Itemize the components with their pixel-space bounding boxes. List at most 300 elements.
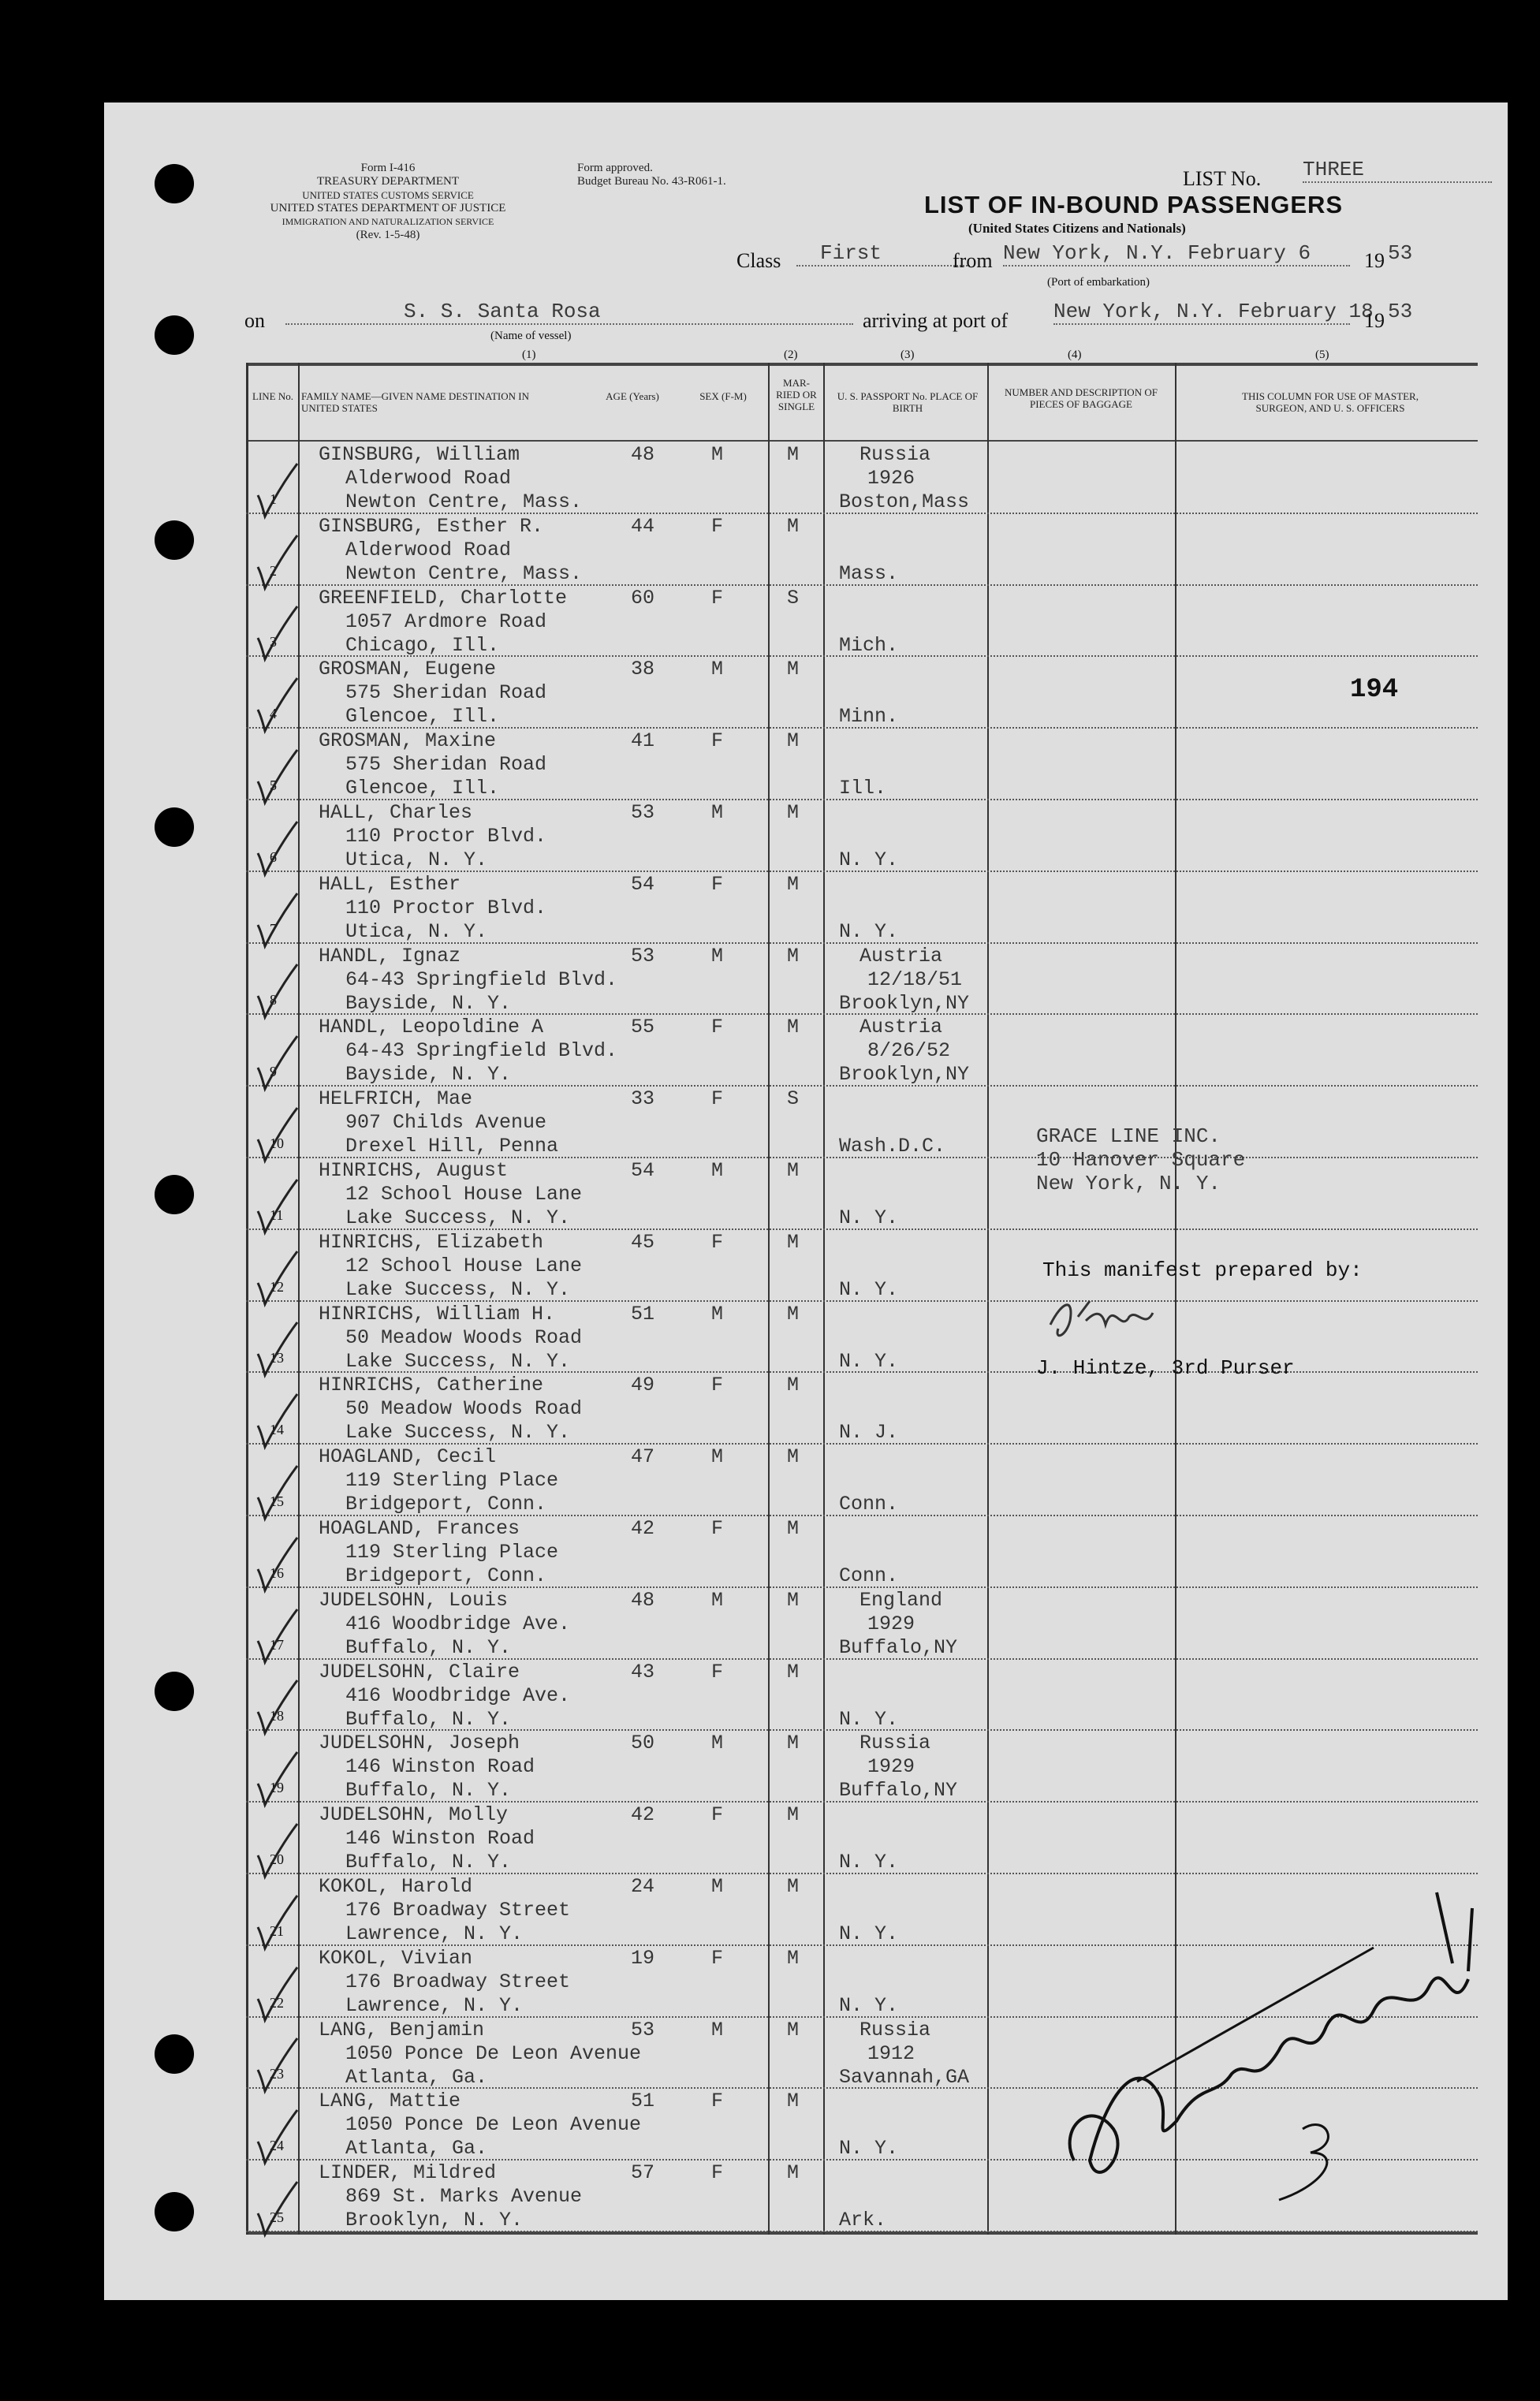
- passenger-age: 48: [631, 1588, 655, 1612]
- arriving-label: arriving at port of: [863, 309, 1009, 332]
- passenger-address: 416 Woodbridge Ave.: [345, 1683, 571, 1707]
- passenger-marital-status: M: [787, 1588, 800, 1612]
- passenger-city: Newton Centre, Mass.: [345, 561, 583, 585]
- check-mark: [254, 531, 301, 595]
- passenger-address: 176 Broadway Street: [345, 1899, 571, 1922]
- check-mark: [254, 1748, 301, 1811]
- passenger-marital-status: M: [787, 2161, 800, 2185]
- col-num-2: (2): [784, 349, 798, 361]
- passenger-birthplace: N. Y.: [839, 1277, 899, 1301]
- passenger-sex: M: [711, 658, 724, 681]
- passenger-address: 907 Childs Avenue: [345, 1111, 547, 1135]
- line-number: 18: [270, 1708, 284, 1724]
- check-mark: [254, 2178, 301, 2241]
- passenger-city: Lawrence, N. Y.: [345, 1922, 524, 1945]
- passenger-name: HANDL, Leopoldine A: [319, 1016, 544, 1039]
- check-mark: [254, 674, 301, 737]
- passenger-sex: F: [711, 729, 724, 753]
- passenger-city: Buffalo, N. Y.: [345, 1635, 512, 1659]
- line-number: 14: [270, 1422, 284, 1438]
- line-number: 2: [270, 562, 277, 579]
- passenger-address: 64-43 Springfield Blvd.: [345, 1039, 618, 1063]
- passenger-birthplace: Buffalo,NY: [839, 1635, 958, 1659]
- check-mark: [254, 1963, 301, 2026]
- passenger-sex: M: [711, 1159, 724, 1182]
- passenger-address: 1050 Ponce De Leon Avenue: [345, 2041, 642, 2065]
- passenger-city: Glencoe, Ill.: [345, 705, 500, 729]
- passenger-name: HELFRICH, Mae: [319, 1087, 473, 1111]
- table-row: [104, 1445, 1508, 1517]
- embark-caption: (Port of embarkation): [1047, 276, 1150, 289]
- line-number: 6: [270, 848, 277, 865]
- punch-hole: [155, 164, 194, 203]
- passenger-marital-status: M: [787, 1732, 800, 1755]
- check-mark: [254, 1534, 301, 1597]
- passenger-birthplace: N. Y.: [839, 1707, 899, 1731]
- passenger-name: HINRICHS, August: [319, 1159, 509, 1182]
- table-row: [104, 1661, 1508, 1732]
- passenger-birthplace: Conn.: [839, 1564, 899, 1587]
- company-city: New York, N. Y.: [1036, 1172, 1221, 1195]
- passenger-name: JUDELSOHN, Molly: [319, 1803, 509, 1827]
- passenger-sex: M: [711, 801, 724, 824]
- passenger-city: Buffalo, N. Y.: [345, 1779, 512, 1803]
- purser-signature: [1042, 1285, 1200, 1348]
- passenger-city: Chicago, Ill.: [345, 633, 500, 657]
- passenger-birthplace: N. Y.: [839, 1993, 899, 2017]
- passenger-address: 176 Broadway Street: [345, 1970, 571, 1993]
- form-revision: (Rev. 1-5-48): [356, 229, 420, 241]
- passenger-name: JUDELSOHN, Louis: [319, 1588, 509, 1612]
- check-mark: [254, 1605, 301, 1668]
- check-mark: [254, 1032, 301, 1095]
- passenger-name: JUDELSOHN, Claire: [319, 1660, 520, 1683]
- passenger-address: 575 Sheridan Road: [345, 681, 547, 705]
- passenger-name: HOAGLAND, Frances: [319, 1517, 520, 1540]
- passenger-sex: M: [711, 2018, 724, 2041]
- passenger-birthplace: Mass.: [839, 561, 899, 585]
- arrival-year: 53: [1388, 300, 1413, 323]
- arrival-year-prefix: 19: [1364, 309, 1385, 332]
- class-label: Class: [736, 249, 781, 272]
- passenger-marital-status: M: [787, 1016, 800, 1039]
- passenger-age: 49: [631, 1374, 655, 1397]
- line-number: 25: [270, 2209, 284, 2225]
- passenger-passport-line1: England: [859, 1588, 943, 1612]
- passenger-passport-line2: 8/26/52: [867, 1039, 951, 1063]
- table-row: [104, 1159, 1508, 1231]
- passenger-age: 41: [631, 729, 655, 753]
- col-head-line: LINE No.: [252, 390, 293, 402]
- passenger-address: 12 School House Lane: [345, 1183, 583, 1206]
- check-mark: [254, 1318, 301, 1381]
- list-no-label: LIST No.: [1183, 167, 1262, 190]
- page-subtitle: (United States Citizens and Nationals): [968, 221, 1186, 236]
- passenger-name: GINSBURG, Esther R.: [319, 514, 544, 538]
- line-number: 23: [270, 2066, 284, 2082]
- passenger-address: Alderwood Road: [345, 467, 512, 490]
- passenger-city: Atlanta, Ga.: [345, 2137, 488, 2161]
- passenger-city: Glencoe, Ill.: [345, 777, 500, 800]
- table-row: [104, 1374, 1508, 1445]
- passenger-name: GINSBURG, William: [319, 443, 520, 466]
- table-row: [104, 945, 1508, 1016]
- passenger-city: Lake Success, N. Y.: [345, 1206, 571, 1229]
- vessel-caption: (Name of vessel): [490, 330, 572, 342]
- passenger-sex: F: [711, 586, 724, 610]
- passenger-city: Lake Success, N. Y.: [345, 1421, 571, 1445]
- passenger-marital-status: M: [787, 1517, 800, 1540]
- passenger-marital-status: M: [787, 514, 800, 538]
- passenger-marital-status: M: [787, 1302, 800, 1325]
- passenger-age: 38: [631, 658, 655, 681]
- line-number: 22: [270, 1994, 284, 2011]
- line-number: 10: [270, 1135, 284, 1151]
- passenger-sex: M: [711, 944, 724, 967]
- passenger-city: Buffalo, N. Y.: [345, 1707, 512, 1731]
- passenger-sex: M: [711, 1445, 724, 1469]
- passenger-city: Lake Success, N. Y.: [345, 1349, 571, 1373]
- from-value: New York, N.Y. February 6: [1003, 241, 1350, 267]
- line-number: 11: [270, 1206, 284, 1223]
- passenger-passport-line2: 1926: [867, 467, 915, 490]
- line-number: 7: [270, 920, 277, 937]
- passenger-sex: F: [711, 1087, 724, 1111]
- passenger-name: HALL, Esther: [319, 872, 461, 896]
- table-row: [104, 443, 1508, 515]
- table-row: [104, 1087, 1508, 1159]
- purser-name: J. Hintze, 3rd Purser: [1036, 1356, 1295, 1380]
- passenger-birthplace: Brooklyn,NY: [839, 1063, 970, 1087]
- passenger-birthplace: N. Y.: [839, 919, 899, 943]
- passenger-birthplace: Ill.: [839, 777, 887, 800]
- passenger-marital-status: S: [787, 1087, 800, 1111]
- line-number: 9: [270, 1064, 277, 1080]
- check-mark: [254, 1820, 301, 1883]
- passenger-address: 50 Meadow Woods Road: [345, 1397, 583, 1421]
- passenger-passport-line2: 1929: [867, 1755, 915, 1779]
- line-number: 5: [270, 777, 277, 793]
- passenger-marital-status: M: [787, 1374, 800, 1397]
- passenger-city: Bridgeport, Conn.: [345, 1493, 547, 1516]
- table-row: [104, 1517, 1508, 1589]
- passenger-sex: M: [711, 1588, 724, 1612]
- form-header-block: [222, 162, 554, 242]
- arrival-value: New York, N.Y. February 18: [1053, 300, 1374, 323]
- passenger-address: 119 Sterling Place: [345, 1469, 559, 1493]
- line-number: 13: [270, 1350, 284, 1366]
- passenger-age: 19: [631, 1946, 655, 1970]
- prepared-by-label: This manifest prepared by:: [1042, 1258, 1363, 1282]
- budget-bureau: Budget Bureau No. 43-R061-1.: [577, 175, 726, 188]
- passenger-address: 575 Sheridan Road: [345, 753, 547, 777]
- passenger-sex: F: [711, 1016, 724, 1039]
- passenger-age: 51: [631, 1302, 655, 1325]
- punch-hole: [155, 2034, 194, 2074]
- table-row: [104, 1303, 1508, 1374]
- passenger-name: KOKOL, Vivian: [319, 1946, 473, 1970]
- line-number: 12: [270, 1278, 284, 1295]
- passenger-sex: F: [711, 1230, 724, 1254]
- passenger-age: 50: [631, 1732, 655, 1755]
- table-row: [104, 1589, 1508, 1661]
- passenger-age: 42: [631, 1517, 655, 1540]
- check-mark: [254, 1390, 301, 1453]
- passenger-city: Buffalo, N. Y.: [345, 1851, 512, 1874]
- passenger-sex: F: [711, 2161, 724, 2185]
- passenger-city: Newton Centre, Mass.: [345, 490, 583, 513]
- passenger-city: Utica, N. Y.: [345, 919, 488, 943]
- passenger-birthplace: N. J.: [839, 1421, 899, 1445]
- punch-hole: [155, 520, 194, 560]
- line-number: 20: [270, 1851, 284, 1867]
- vessel-name: S. S. Santa Rosa: [285, 300, 853, 325]
- passenger-birthplace: Conn.: [839, 1493, 899, 1516]
- check-mark: [254, 2106, 301, 2169]
- check-mark: [254, 1892, 301, 1955]
- punch-hole: [155, 1175, 194, 1214]
- passenger-passport-line2: 1929: [867, 1612, 915, 1635]
- passenger-name: GREENFIELD, Charlotte: [319, 586, 568, 610]
- passenger-name: HINRICHS, Catherine: [319, 1374, 544, 1397]
- table-row: [104, 658, 1508, 729]
- line-number: 19: [270, 1780, 284, 1796]
- passenger-age: 54: [631, 1159, 655, 1182]
- line-number: 3: [270, 634, 277, 651]
- passenger-marital-status: M: [787, 1159, 800, 1182]
- check-mark: [254, 2034, 301, 2097]
- table-row: [104, 1732, 1508, 1803]
- passenger-city: Atlanta, Ga.: [345, 2065, 488, 2089]
- check-mark: [254, 1247, 301, 1310]
- line-number: 16: [270, 1564, 284, 1581]
- passenger-address: 146 Winston Road: [345, 1755, 535, 1779]
- col-head-name: FAMILY NAME—GIVEN NAME DESTINATION IN UNITED STATES: [301, 390, 530, 414]
- dept-immigration: IMMIGRATION AND NATURALIZATION SERVICE: [282, 216, 494, 227]
- passenger-address: 50 Meadow Woods Road: [345, 1325, 583, 1349]
- col-num-3: (3): [901, 349, 915, 361]
- passenger-age: 51: [631, 2090, 655, 2113]
- passenger-birthplace: Buffalo,NY: [839, 1779, 958, 1803]
- passenger-address: 110 Proctor Blvd.: [345, 896, 547, 919]
- passenger-age: 47: [631, 1445, 655, 1469]
- passenger-age: 53: [631, 944, 655, 967]
- passenger-birthplace: Savannah,GA: [839, 2065, 970, 2089]
- line-number: 17: [270, 1636, 284, 1653]
- passenger-marital-status: M: [787, 658, 800, 681]
- table-row: [104, 587, 1508, 658]
- passenger-marital-status: M: [787, 944, 800, 967]
- col-head-baggage: NUMBER AND DESCRIPTION OF PIECES OF BAGGAGE: [1005, 386, 1158, 410]
- passenger-marital-status: M: [787, 443, 800, 466]
- passenger-sex: M: [711, 443, 724, 466]
- passenger-name: HINRICHS, Elizabeth: [319, 1230, 544, 1254]
- passenger-name: HINRICHS, William H.: [319, 1302, 556, 1325]
- passenger-sex: F: [711, 2090, 724, 2113]
- company-street: 10 Hanover Square: [1036, 1148, 1246, 1172]
- table-row: [104, 873, 1508, 945]
- passenger-address: 12 School House Lane: [345, 1254, 583, 1277]
- table-row: [104, 801, 1508, 873]
- passenger-age: 44: [631, 514, 655, 538]
- dept-justice: UNITED STATES DEPARTMENT OF JUSTICE: [270, 202, 506, 214]
- passenger-age: 57: [631, 2161, 655, 2185]
- passenger-birthplace: Brooklyn,NY: [839, 991, 970, 1015]
- passenger-birthplace: Wash.D.C.: [839, 1135, 946, 1158]
- from-year: 53: [1388, 241, 1413, 265]
- dept-customs: UNITED STATES CUSTOMS SERVICE: [302, 189, 474, 201]
- check-mark: [254, 1462, 301, 1525]
- passenger-marital-status: M: [787, 1660, 800, 1683]
- col-head-married: MAR-RIED OR SINGLE: [776, 377, 817, 412]
- check-mark: [254, 1104, 301, 1167]
- passenger-sex: F: [711, 1517, 724, 1540]
- check-mark: [254, 960, 301, 1023]
- passenger-sex: F: [711, 872, 724, 896]
- passenger-birthplace: Ark.: [839, 2209, 887, 2232]
- passenger-age: 53: [631, 801, 655, 824]
- col-num-4: (4): [1068, 349, 1082, 361]
- passenger-city: Bayside, N. Y.: [345, 991, 512, 1015]
- passenger-age: 42: [631, 1803, 655, 1827]
- dept-treasury: TREASURY DEPARTMENT: [316, 175, 460, 188]
- passenger-marital-status: M: [787, 1445, 800, 1469]
- from-year-prefix: 19: [1364, 249, 1385, 272]
- check-mark: [254, 1176, 301, 1239]
- passenger-address: 869 St. Marks Avenue: [345, 2185, 583, 2209]
- col-num-1: (1): [522, 349, 536, 361]
- list-no-value: THREE: [1303, 158, 1492, 183]
- passenger-sex: F: [711, 1946, 724, 1970]
- passenger-marital-status: S: [787, 586, 800, 610]
- form-approved: Form approved.: [577, 162, 653, 174]
- passenger-age: 54: [631, 872, 655, 896]
- passenger-age: 48: [631, 443, 655, 466]
- on-label: on: [244, 309, 265, 332]
- passenger-sex: F: [711, 1374, 724, 1397]
- line-number: 15: [270, 1493, 284, 1509]
- passenger-passport-line2: 12/18/51: [867, 967, 963, 991]
- passenger-city: Lawrence, N. Y.: [345, 1993, 524, 2017]
- check-mark: [254, 746, 301, 809]
- passenger-address: 1057 Ardmore Road: [345, 610, 547, 633]
- line-number: 24: [270, 2138, 284, 2154]
- passenger-age: 60: [631, 586, 655, 610]
- manifest-page: [104, 103, 1508, 2300]
- passenger-birthplace: Mich.: [839, 633, 899, 657]
- passenger-marital-status: M: [787, 2018, 800, 2041]
- passenger-name: HALL, Charles: [319, 801, 473, 824]
- passenger-age: 33: [631, 1087, 655, 1111]
- passenger-sex: F: [711, 1660, 724, 1683]
- passenger-birthplace: N. Y.: [839, 848, 899, 871]
- punch-hole: [155, 1672, 194, 1711]
- passenger-name: GROSMAN, Maxine: [319, 729, 497, 753]
- line-number: 4: [270, 706, 277, 722]
- passenger-age: 55: [631, 1016, 655, 1039]
- passenger-birthplace: N. Y.: [839, 1851, 899, 1874]
- line-number: 8: [270, 992, 277, 1008]
- passenger-passport-line1: Austria: [859, 944, 943, 967]
- passenger-name: JUDELSOHN, Joseph: [319, 1732, 520, 1755]
- passenger-marital-status: M: [787, 1875, 800, 1898]
- passenger-city: Utica, N. Y.: [345, 848, 488, 871]
- passenger-birthplace: Minn.: [839, 705, 899, 729]
- col-num-5: (5): [1315, 349, 1329, 361]
- passenger-address: 119 Sterling Place: [345, 1541, 559, 1564]
- table-top-rule: [246, 363, 1478, 366]
- passenger-marital-status: M: [787, 872, 800, 896]
- page-title: LIST OF IN-BOUND PASSENGERS: [924, 191, 1344, 218]
- from-label: from: [953, 249, 993, 272]
- check-mark: [254, 818, 301, 881]
- table-row: [104, 1016, 1508, 1087]
- passenger-passport-line1: Russia: [859, 1732, 931, 1755]
- stamp-number: 194: [1350, 675, 1399, 705]
- passenger-city: Lake Success, N. Y.: [345, 1277, 571, 1301]
- passenger-sex: M: [711, 1302, 724, 1325]
- passenger-address: Alderwood Road: [345, 538, 512, 561]
- passenger-name: GROSMAN, Eugene: [319, 658, 497, 681]
- passenger-passport-line1: Russia: [859, 2018, 931, 2041]
- col-head-age: AGE (Years): [606, 390, 659, 402]
- passenger-name: HANDL, Ignaz: [319, 944, 461, 967]
- table-row: [104, 729, 1508, 801]
- passenger-sex: F: [711, 1803, 724, 1827]
- passenger-passport-line1: Russia: [859, 443, 931, 466]
- passenger-age: 24: [631, 1875, 655, 1898]
- passenger-city: Brooklyn, N. Y.: [345, 2209, 524, 2232]
- passenger-city: Bridgeport, Conn.: [345, 1564, 547, 1587]
- check-mark: [254, 602, 301, 665]
- check-mark: [254, 1676, 301, 1739]
- passenger-city: Drexel Hill, Penna: [345, 1135, 559, 1158]
- officer-signature: [1042, 1861, 1484, 2216]
- col-head-officers: THIS COLUMN FOR USE OF MASTER, SURGEON, AND U. S. OFFICERS: [1242, 390, 1419, 414]
- passenger-age: 43: [631, 1660, 655, 1683]
- approval-block: [577, 162, 766, 188]
- passenger-sex: F: [711, 514, 724, 538]
- passenger-address: 110 Proctor Blvd.: [345, 825, 547, 848]
- passenger-passport-line2: 1912: [867, 2041, 915, 2065]
- passenger-birthplace: Boston,Mass: [839, 490, 970, 513]
- passenger-marital-status: M: [787, 1230, 800, 1254]
- punch-hole: [155, 315, 194, 355]
- passenger-age: 53: [631, 2018, 655, 2041]
- passenger-name: HOAGLAND, Cecil: [319, 1445, 497, 1469]
- passenger-birthplace: N. Y.: [839, 1349, 899, 1373]
- passenger-birthplace: N. Y.: [839, 1206, 899, 1229]
- check-mark: [254, 889, 301, 953]
- form-number: Form I-416: [360, 162, 416, 174]
- passenger-city: Bayside, N. Y.: [345, 1063, 512, 1087]
- line-number: 1: [270, 490, 277, 507]
- check-mark: [254, 460, 301, 523]
- table-header-rule: [246, 440, 1478, 442]
- passenger-marital-status: M: [787, 2090, 800, 2113]
- passenger-birthplace: N. Y.: [839, 2137, 899, 2161]
- class-value: First: [796, 241, 970, 267]
- passenger-address: 416 Woodbridge Ave.: [345, 1612, 571, 1635]
- passenger-address: 1050 Ponce De Leon Avenue: [345, 2113, 642, 2137]
- passenger-name: LANG, Mattie: [319, 2090, 461, 2113]
- passenger-sex: M: [711, 1875, 724, 1898]
- passenger-address: 64-43 Springfield Blvd.: [345, 967, 618, 991]
- passenger-name: KOKOL, Harold: [319, 1875, 473, 1898]
- passenger-marital-status: M: [787, 729, 800, 753]
- col-head-passport: U. S. PASSPORT No. PLACE OF BIRTH: [837, 390, 979, 414]
- table-row: [104, 515, 1508, 587]
